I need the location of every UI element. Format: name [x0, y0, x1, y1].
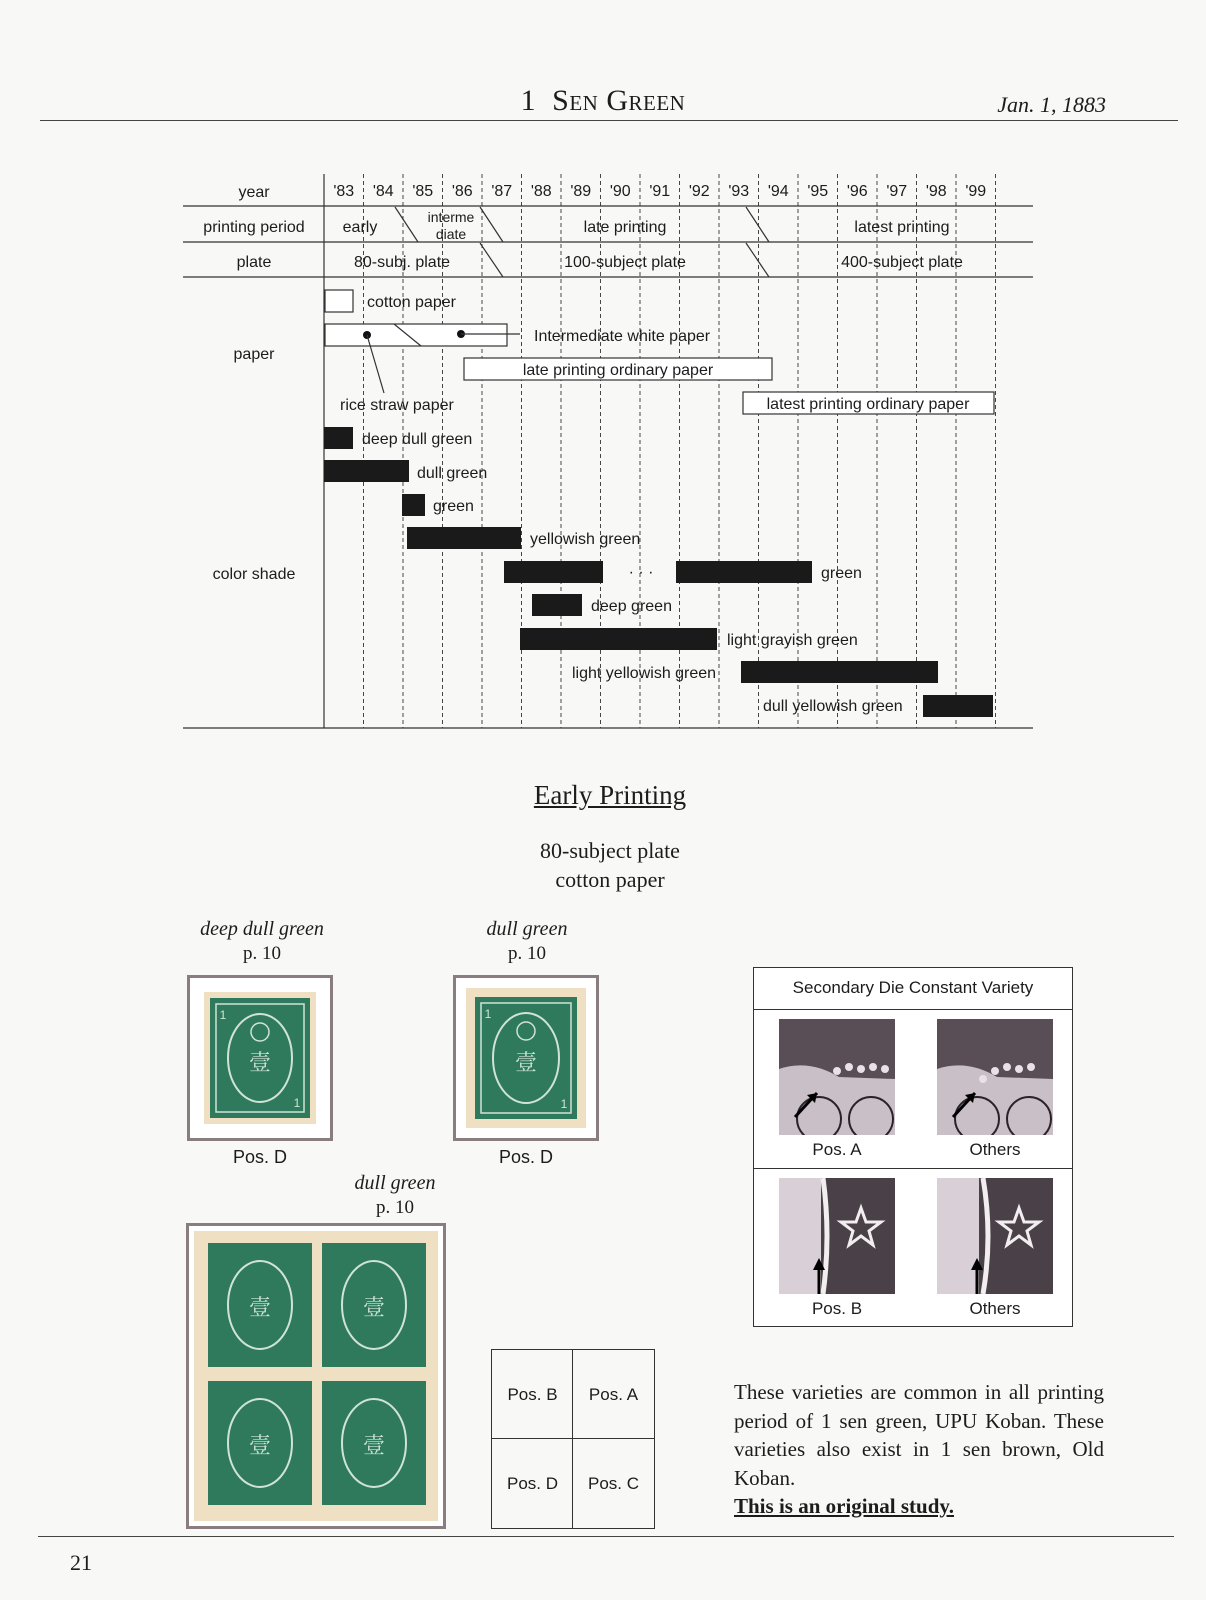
- paper-label-late-ordinary: late printing ordinary paper: [522, 362, 714, 379]
- svg-text:1: 1: [293, 1096, 301, 1110]
- stamp2-shade: dull green: [486, 918, 568, 940]
- period-divider: [480, 207, 503, 242]
- row-label-plate: plate: [236, 254, 272, 271]
- variety-panel: [753, 967, 1073, 1327]
- shade-bar-dull-yellowish-green: [923, 695, 993, 717]
- block-mount: [186, 1223, 446, 1529]
- title-number: 1: [520, 84, 537, 117]
- shade-continuation-dots: · · ·: [628, 564, 654, 581]
- paper-bar-cotton: [325, 290, 353, 312]
- variety-note-text: These varieties are common in all printing period of 1 sen green, UPU Koban. These varieties also exist in 1 sen brown, Old Koban.: [734, 1380, 1104, 1490]
- variety-note-emphasis: This is an original study.: [734, 1494, 954, 1518]
- section-title: Early Printing: [533, 780, 687, 810]
- paper-label-latest-ordinary: latest printing ordinary paper: [766, 396, 970, 413]
- svg-text:1: 1: [484, 1007, 492, 1021]
- paper-label-rice-straw: rice straw paper: [340, 397, 454, 414]
- svg-text:壹: 壹: [362, 1434, 386, 1459]
- shade-label-light-yellowish-green: light yellowish green: [572, 665, 717, 682]
- period-divider: [395, 207, 418, 242]
- row-label-color-shade: color shade: [212, 566, 296, 583]
- year-tick-label: '88: [530, 183, 552, 200]
- plate-divider: [480, 243, 503, 277]
- plate-divider: [746, 243, 769, 277]
- year-tick-label: '85: [412, 183, 434, 200]
- year-tick-label: '87: [491, 183, 513, 200]
- shade-label-deep-green: deep green: [591, 598, 672, 615]
- title-words: Sen Green: [552, 84, 686, 117]
- stamp1-position: Pos. D: [232, 1147, 288, 1167]
- period-latest: latest printing: [854, 219, 950, 236]
- plate-100: 100-subject plate: [564, 254, 686, 271]
- grid-cell-pos-c: Pos. C: [587, 1473, 640, 1493]
- shade-bar-light-grayish-green: [520, 628, 717, 650]
- row-label-paper: paper: [233, 346, 275, 363]
- variety-label-pos-b: Pos. B: [811, 1299, 863, 1318]
- variety-detail-others-1: [937, 1019, 1053, 1135]
- block-of-four-image: [194, 1231, 438, 1521]
- year-tick-label: '94: [767, 183, 789, 200]
- shade-label-dull-green: dull green: [417, 465, 488, 482]
- period-early: early: [342, 219, 378, 236]
- row-label-printing-period: printing period: [203, 219, 305, 236]
- stamp1-perf: p. 10: [243, 943, 281, 964]
- stamp2-mount: [453, 975, 599, 1141]
- year-tick-label: '92: [688, 183, 710, 200]
- shade-bar-yellowish-green: [407, 527, 521, 549]
- section-subtitle-paper: cotton paper: [555, 867, 665, 892]
- shade-bar-light-yellowish-green: [741, 661, 938, 683]
- block-stamp: [208, 1243, 312, 1367]
- svg-text:壹: 壹: [514, 1051, 538, 1076]
- year-axis: [333, 183, 986, 200]
- stamp2-image: [466, 988, 586, 1128]
- year-tick-label: '95: [807, 183, 829, 200]
- block-stamp: [322, 1243, 426, 1367]
- shade-label-green: green: [433, 498, 474, 515]
- shade-label-light-grayish-green: light grayish green: [727, 632, 858, 649]
- shade-label-yellowish-green: yellowish green: [530, 531, 641, 548]
- year-tick-label: '86: [451, 183, 473, 200]
- svg-text:壹: 壹: [248, 1434, 272, 1459]
- grid-cell-pos-b: Pos. B: [507, 1384, 558, 1404]
- svg-text:1: 1: [560, 1097, 568, 1111]
- shade-bar-dull-green: [324, 460, 409, 482]
- stamp2-perf: p. 10: [508, 943, 546, 964]
- stamp1-image: [204, 992, 316, 1124]
- section-subtitle-plate: 80-subject plate: [540, 838, 680, 863]
- paper-bar-intermediate-white: [325, 324, 507, 346]
- year-tick-label: '91: [649, 183, 671, 200]
- variety-label-others-1: Others: [969, 1140, 1021, 1159]
- grid-cell-pos-d: Pos. D: [506, 1473, 559, 1493]
- block-stamp: [208, 1381, 312, 1505]
- issue-date: Jan. 1, 1883: [997, 92, 1106, 117]
- variety-detail-others-2: [937, 1178, 1053, 1294]
- year-tick-label: '83: [333, 183, 355, 200]
- row-label-year: year: [238, 184, 270, 201]
- year-tick-label: '97: [886, 183, 908, 200]
- variety-detail-pos-b: [779, 1178, 895, 1294]
- shade-label-green-2: green: [821, 565, 862, 582]
- svg-text:1: 1: [219, 1008, 227, 1022]
- plate-400: 400-subject plate: [841, 254, 963, 271]
- year-tick-label: '98: [925, 183, 947, 200]
- year-tick-label: '89: [570, 183, 592, 200]
- shade-bar-green-late: [676, 561, 812, 583]
- year-tick-label: '90: [609, 183, 631, 200]
- shade-bar-green: [402, 494, 425, 516]
- svg-text:壹: 壹: [248, 1296, 272, 1321]
- paper-label-cotton: cotton paper: [367, 294, 456, 311]
- stamp1-shade: deep dull green: [200, 918, 324, 940]
- variety-label-pos-a: Pos. A: [812, 1140, 862, 1159]
- year-tick-label: '93: [728, 183, 750, 200]
- svg-text:壹: 壹: [248, 1051, 272, 1076]
- svg-text:壹: 壹: [362, 1296, 386, 1321]
- variety-note: [734, 1378, 1104, 1521]
- shade-bar-green-early: [504, 561, 603, 583]
- block-perf: p. 10: [376, 1197, 414, 1218]
- block-stamp: [322, 1381, 426, 1505]
- year-tick-label: '99: [965, 183, 987, 200]
- timeline-chart: [0, 0, 1206, 740]
- variety-label-others-2: Others: [969, 1299, 1021, 1318]
- paper-label-intermediate-white: Intermediate white paper: [534, 328, 711, 345]
- page-number: 21: [70, 1550, 92, 1575]
- plate-80: 80-subj. plate: [353, 254, 451, 271]
- shade-label-deep-dull-green: deep dull green: [362, 431, 473, 448]
- shade-label-dull-yellowish-green: dull yellowish green: [763, 698, 903, 715]
- shade-bar-deep-dull-green: [324, 427, 353, 449]
- year-tick-label: '84: [372, 183, 394, 200]
- variety-detail-pos-a: [779, 1019, 895, 1135]
- period-late: late printing: [583, 219, 667, 236]
- stamp2-position: Pos. D: [498, 1147, 554, 1167]
- footer-rule: [38, 1536, 1174, 1537]
- period-intermediate-line1: interme: [427, 209, 475, 225]
- period-divider: [746, 207, 769, 242]
- grid-cell-pos-a: Pos. A: [588, 1384, 639, 1404]
- year-tick-label: '96: [846, 183, 868, 200]
- variety-title: Secondary Die Constant Variety: [792, 978, 1034, 997]
- block-shade: dull green: [354, 1172, 436, 1194]
- position-grid: [491, 1349, 655, 1529]
- period-intermediate-line2: diate: [435, 226, 467, 242]
- stamp1-mount: [187, 975, 333, 1141]
- shade-bar-deep-green: [532, 594, 582, 616]
